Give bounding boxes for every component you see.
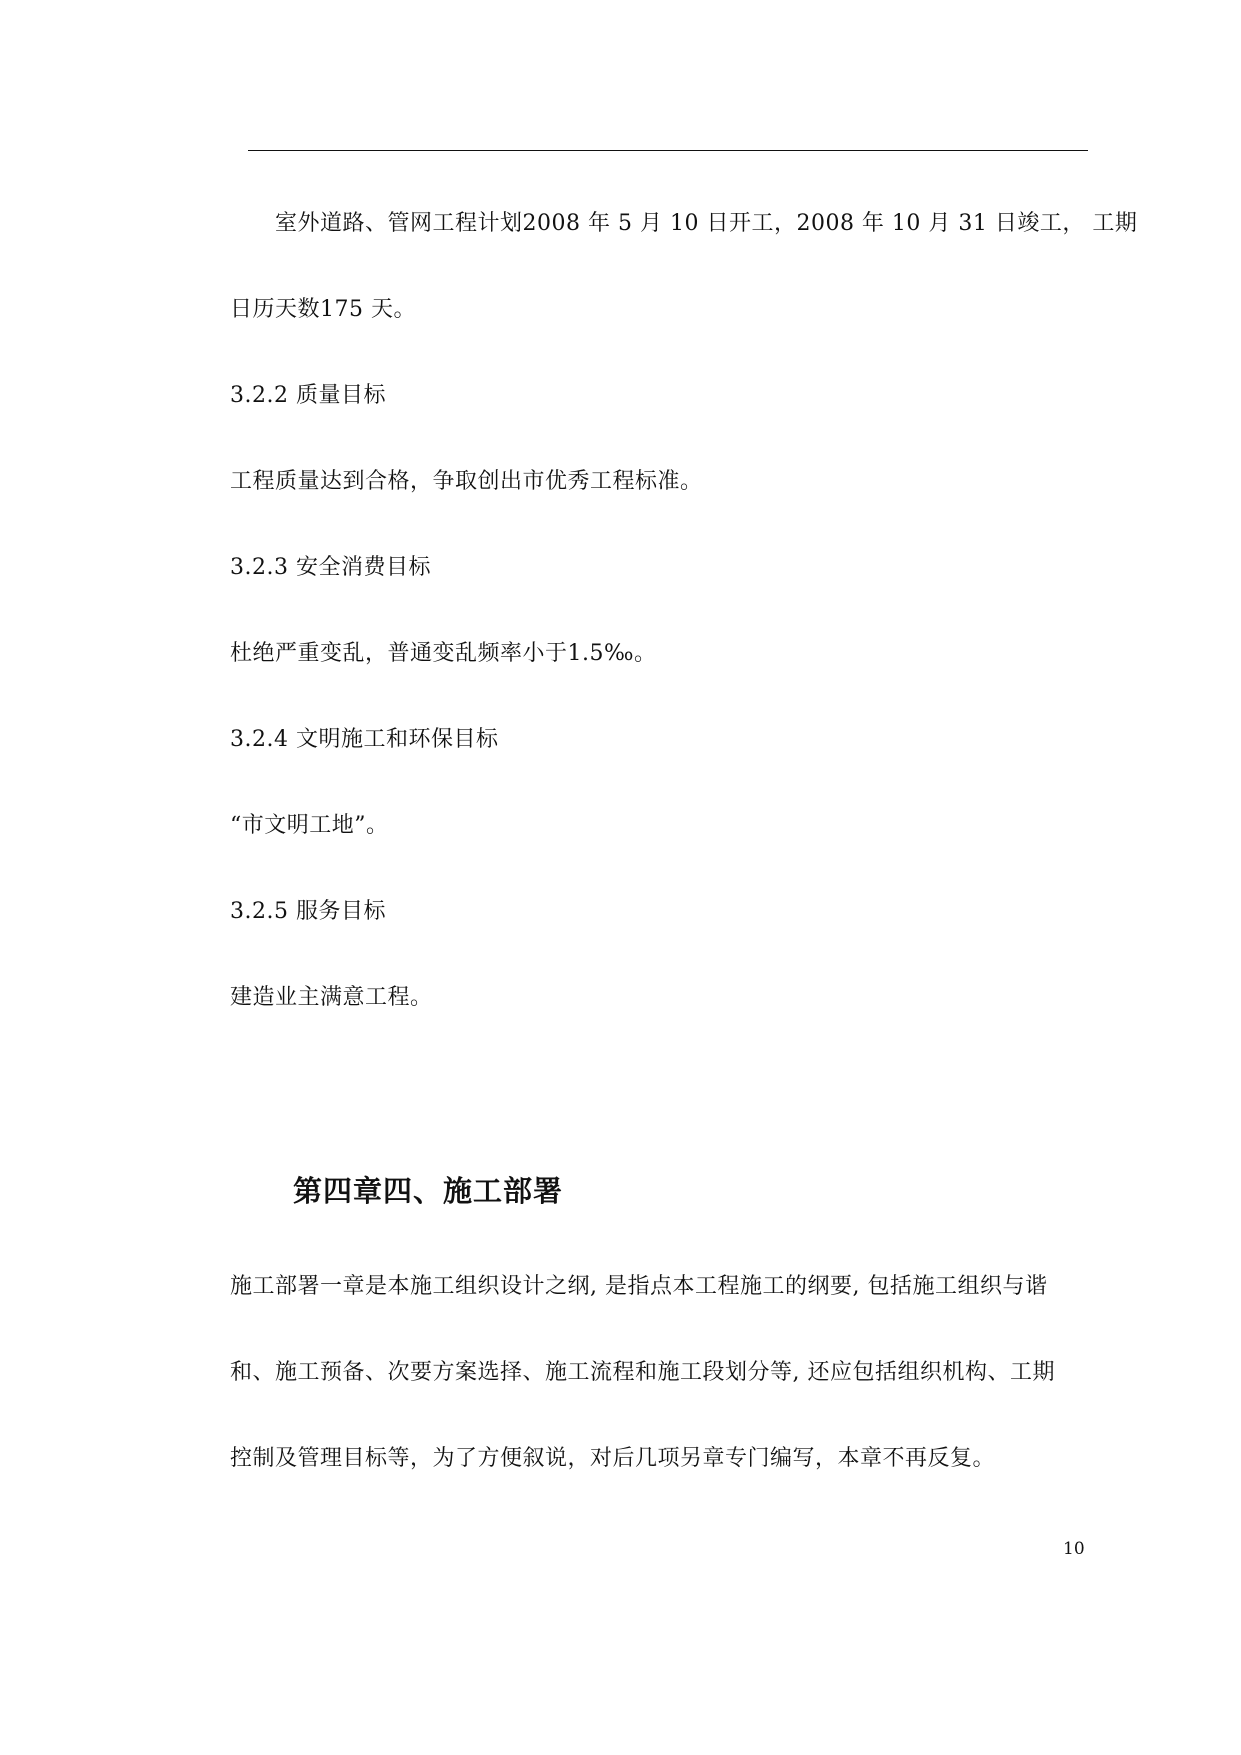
paragraph-civilized: “市文明工地”。 [230,813,389,838]
chapter-heading: 第四章四、施工部署 [293,1174,564,1208]
paragraph-safety: 杜绝严重变乱，普通变乱频率小于1.5‰。 [230,641,657,666]
chapter-paragraph-line-2: 和、施工预备、次要方案选择、施工流程和施工段划分等, 还应包括组织机构、工期 [230,1360,1055,1385]
section-heading-quality: 3.2.2 质量目标 [230,383,386,408]
header-rule [248,150,1088,151]
section-heading-safety: 3.2.3 安全消费目标 [230,555,431,580]
paragraph-quality: 工程质量达到合格，争取创出市优秀工程标准。 [230,469,703,494]
section-heading-civilized: 3.2.4 文明施工和环保目标 [230,727,499,752]
paragraph-schedule-line-1: 室外道路、管网工程计划2008 年 5 月 10 日开工，2008 年 10 月 31 日竣工， 工期 [275,211,1138,236]
section-heading-service: 3.2.5 服务目标 [230,899,386,924]
chapter-paragraph-line-3: 控制及管理目标等，为了方便叙说，对后几项另章专门编写，本章不再反复。 [230,1446,996,1471]
paragraph-schedule-line-2: 日历天数175 天。 [230,297,416,322]
page-number: 10 [1063,1539,1085,1559]
paragraph-service: 建造业主满意工程。 [230,985,433,1010]
chapter-paragraph-line-1: 施工部署一章是本施工组织设计之纲, 是指点本工程施工的纲要, 包括施工组织与谐 [230,1274,1048,1299]
